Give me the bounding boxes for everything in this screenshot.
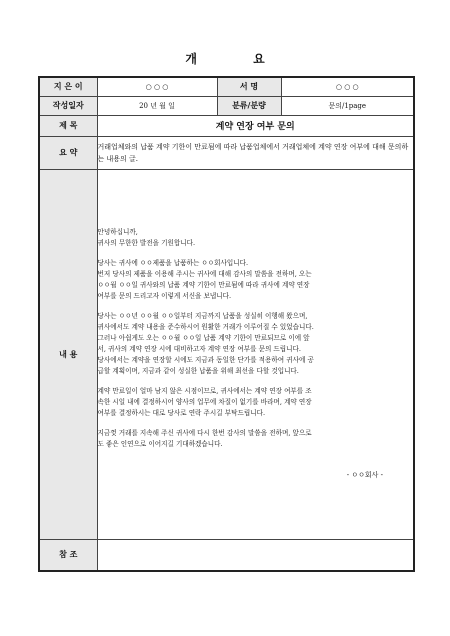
subject-value: 계약 연장 여부 문의 (97, 115, 414, 136)
text-line: 도 좋은 인연으로 이어지길 기대하겠습니다. (97, 440, 223, 448)
text-line: 여부를 문의 드리고자 이렇게 서신을 보냅니다. (97, 292, 232, 300)
subject-label: 제 목 (39, 115, 97, 136)
reference-label: 참 조 (39, 539, 97, 571)
summary-form (38, 76, 415, 572)
summary-value: 거래업체와의 납품 계약 기한이 만료됨에 따라 납품업체에서 거래업체에 계약 연장 여부에 대해 문의하는 내용의 글. (97, 136, 414, 169)
content-label: 내 용 (39, 169, 97, 539)
text-line: 당사는 귀사에 ㅇㅇ제품을 납품하는 ㅇㅇ회사입니다. (97, 259, 249, 267)
text-line: 여부를 결정하시는 대로 당사로 연락 주시길 부탁드립니다. (97, 409, 266, 417)
inquiry-paragraph (98, 311, 414, 377)
text-line: 귀사에서도 계약 내용을 준수하시어 원활한 거래가 이루어질 수 있었습니다. (97, 323, 314, 331)
text-line: 서, 귀사의 계약 연장 시에 대비하고자 계약 연장 여부를 문의 드립니다. (97, 345, 301, 353)
greeting-paragraph (98, 227, 414, 249)
text-line: 급할 계획이며, 지금과 같이 성실한 납품을 위해 최선을 다할 것입니다. (97, 367, 299, 375)
summary-label: 요 약 (39, 136, 97, 169)
author-value: ○ ○ ○ (97, 77, 217, 96)
text-line: 당사에서는 계약을 연장할 시에도 지금과 동일한 단가를 적용하여 귀사에 공 (97, 356, 314, 364)
content-body (97, 169, 414, 539)
request-paragraph (98, 386, 414, 419)
date-label: 작성일자 (39, 96, 97, 115)
date-value: 20 년 월 일 (97, 96, 217, 115)
text-line: 그러나 아쉽게도 오는 ㅇㅇ월 ㅇㅇ일 납품 계약 기한이 만료되므로 이에 앞 (97, 334, 310, 342)
intro-paragraph (98, 258, 414, 302)
author-label: 지 은 이 (39, 77, 97, 96)
signature-label: 서 명 (217, 77, 281, 96)
document-title: 개 요 (185, 52, 291, 66)
sender-signature: - ㅇㅇ회사 - (346, 471, 383, 479)
reference-value (97, 539, 414, 571)
text-line: 귀사의 무한한 발전을 기원합니다. (97, 239, 196, 247)
text-line: 지금껏 거래를 지속해 주신 귀사에 다시 한번 감사의 말씀을 전하며, 앞으로 (97, 429, 312, 437)
closing-paragraph (98, 428, 414, 450)
category-value: 문의/1page (281, 96, 414, 115)
signature-value: ○ ○ ○ (281, 77, 414, 96)
category-label: 분류/분량 (217, 96, 281, 115)
text-line: 안녕하십니까, (97, 228, 138, 236)
text-line: 당사는 ㅇㅇ년 ㅇㅇ월 ㅇㅇ일부터 지금까지 납품을 성실히 이행해 왔으며, (97, 312, 308, 320)
text-line: 속한 시일 내에 결정하시어 양사의 업무에 차질이 없기를 바라며, 계약 연장 (97, 398, 312, 406)
text-line: 번저 당사의 제품을 이용해 주시는 귀사에 대해 감사의 말씀을 전하며, 오는 (97, 270, 312, 278)
text-line: 계약 만료일이 얼마 남지 않은 시점이므로, 귀사에서는 계약 연장 여부를 조 (97, 387, 312, 395)
text-line: ㅇㅇ월 ㅇㅇ일 귀사와의 납품 계약 기한이 만료됨에 따라 귀사에 계약 연장 (97, 281, 310, 289)
